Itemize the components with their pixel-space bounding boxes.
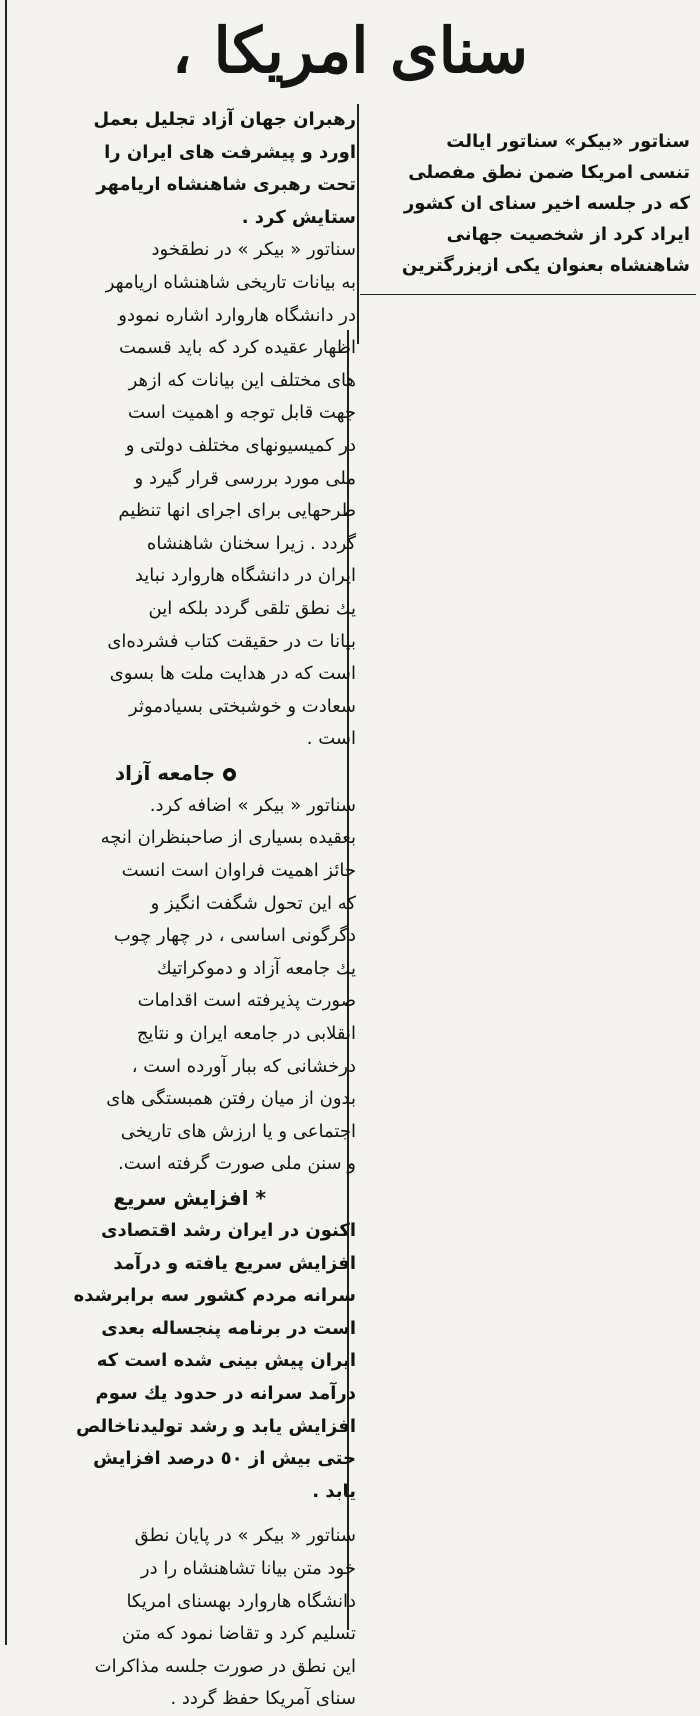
intro-column xyxy=(362,126,690,281)
headline: سنای امریکا ، xyxy=(171,14,529,87)
bullet-icon xyxy=(223,768,236,781)
text-line: افزایش یابد و رشد تولیدناخالص xyxy=(75,1415,356,1437)
paragraph-1 xyxy=(22,104,356,234)
text-line: است در برنامه پنجساله بعدی xyxy=(101,1317,356,1339)
text-line: این نطق در صورت جلسه مذاکرات xyxy=(94,1655,356,1677)
text-line: صورت پذیرفته است اقدامات xyxy=(137,990,356,1012)
text-line: تحت رهبری شاهنشاه اریامهر xyxy=(96,174,356,196)
text-line: حائز اهمیت فراوان است انست xyxy=(121,860,356,882)
text-line: گردد . زیرا سخنان شاهنشاه xyxy=(146,532,356,554)
intro-line: ایراد کرد از شخصیت جهانی xyxy=(446,224,690,245)
text-line: سناتور « بیکر » در پایان نطق xyxy=(134,1525,356,1547)
text-line: که این تحول شگفت انگیز و xyxy=(150,892,356,914)
text-line: یابد . xyxy=(312,1480,356,1502)
text-line: به بیانات تاریخی شاهنشاه اریامهر xyxy=(105,271,356,293)
intro-line: تنسی امریکا ضمن نطق مفصلی xyxy=(408,162,690,183)
text-line: اورد و پیشرفت های ایران را xyxy=(104,141,356,163)
text-line: رهبران جهان آزاد تجلیل بعمل xyxy=(93,109,356,130)
text-line: درآمد سرانه در حدود یك سوم xyxy=(95,1382,356,1404)
intro-bottom-rule xyxy=(360,294,696,295)
text-line: دگرگونی اساسی ، در چهار چوب xyxy=(113,925,356,947)
intro-line: شاهنشاه بعنوان یکی ازبزرگترین xyxy=(401,255,690,276)
intro-line: سناتور «بیکر» سناتور ایالت xyxy=(446,131,690,152)
text-line: یك نطق تلقی گردد بلکه این xyxy=(148,597,356,619)
text-line: در دانشگاه هاروارد اشاره نمودو xyxy=(118,304,356,326)
text-line: اظهار عقیده کرد که باید قسمت xyxy=(119,337,356,359)
text-line: انقلابی در جامعه ایران و نتایج xyxy=(136,1023,356,1045)
paragraph-2 xyxy=(22,234,356,756)
paragraph-gap xyxy=(22,1508,356,1520)
text-line: است . xyxy=(306,728,356,750)
column-divider xyxy=(357,104,359,344)
text-line: سناتور « بیکر » اضافه کرد. xyxy=(149,794,356,816)
text-line: افزایش سریع یافته و درآمد xyxy=(113,1252,356,1274)
text-line: ملی مورد بررسی قرار گیرد و xyxy=(134,467,356,489)
text-line: دانشگاه هاروارد بهسنای امریکا xyxy=(126,1590,356,1612)
text-line: ستایش کرد . xyxy=(241,206,356,228)
text-line: بدون از میان رفتن همبستگی های xyxy=(106,1088,356,1110)
left-border xyxy=(5,0,7,1645)
subheading-free-society: جامعه آزاد xyxy=(22,756,356,790)
intro-line: که در جلسه اخیر سنای ان کشور xyxy=(403,193,690,214)
text-line: های مختلف این بیانات که ازهر xyxy=(128,369,356,391)
text-line: اجتماعی و یا ارزش های تاریخی xyxy=(120,1120,356,1142)
text-line: بیانا ت در حقیقت کتاب فشرده‌ای xyxy=(107,630,356,652)
text-line: خود متن بیانا تشاهنشاه را در xyxy=(140,1557,356,1579)
paragraph-5 xyxy=(22,1520,356,1716)
text-line: در کمیسیونهای مختلف دولتی و xyxy=(125,434,356,456)
text-line: طرحهایی برای اجرای انها تنظیم xyxy=(118,500,356,522)
text-line: ایران پیش بینی شده است که xyxy=(96,1350,356,1372)
text-line: حتی بیش از ٥٠ درصد افزایش xyxy=(93,1448,356,1470)
text-line: درخشانی که ببار آورده است ، xyxy=(131,1055,356,1077)
text-line: سعادت و خوشبختی بسیادموثر xyxy=(129,695,356,717)
text-line: سنای آمریکا حفظ گردد . xyxy=(170,1688,356,1710)
text-line: بعقیده بسیاری از صاحبنظران انچه xyxy=(100,827,356,849)
main-column xyxy=(22,104,356,1716)
paragraph-4 xyxy=(22,1215,356,1508)
subheading-rapid-increase: * افزایش سریع xyxy=(113,1186,266,1210)
text-line: سناتور « بیکر » در نطقخود xyxy=(151,239,356,261)
text-line: است که در هدایت ملت ها بسوی xyxy=(109,663,356,685)
text-line: اکنون در ایران رشد اقتصادی xyxy=(101,1220,356,1241)
text-line: سرانه مردم کشور سه برابرشده xyxy=(73,1285,356,1307)
text-line: تسلیم کرد و تقاضا نمود که متن xyxy=(121,1623,356,1645)
text-line: و سنن ملی صورت گرفته است. xyxy=(117,1153,356,1175)
text-line: جهت قابل توجه و اهمیت است xyxy=(128,402,356,424)
paragraph-3 xyxy=(22,790,356,1181)
text-line: ایران در دانشگاه هاروارد نباید xyxy=(134,565,356,587)
text-line: یك جامعه آزاد و دموکراتیك xyxy=(156,957,356,979)
